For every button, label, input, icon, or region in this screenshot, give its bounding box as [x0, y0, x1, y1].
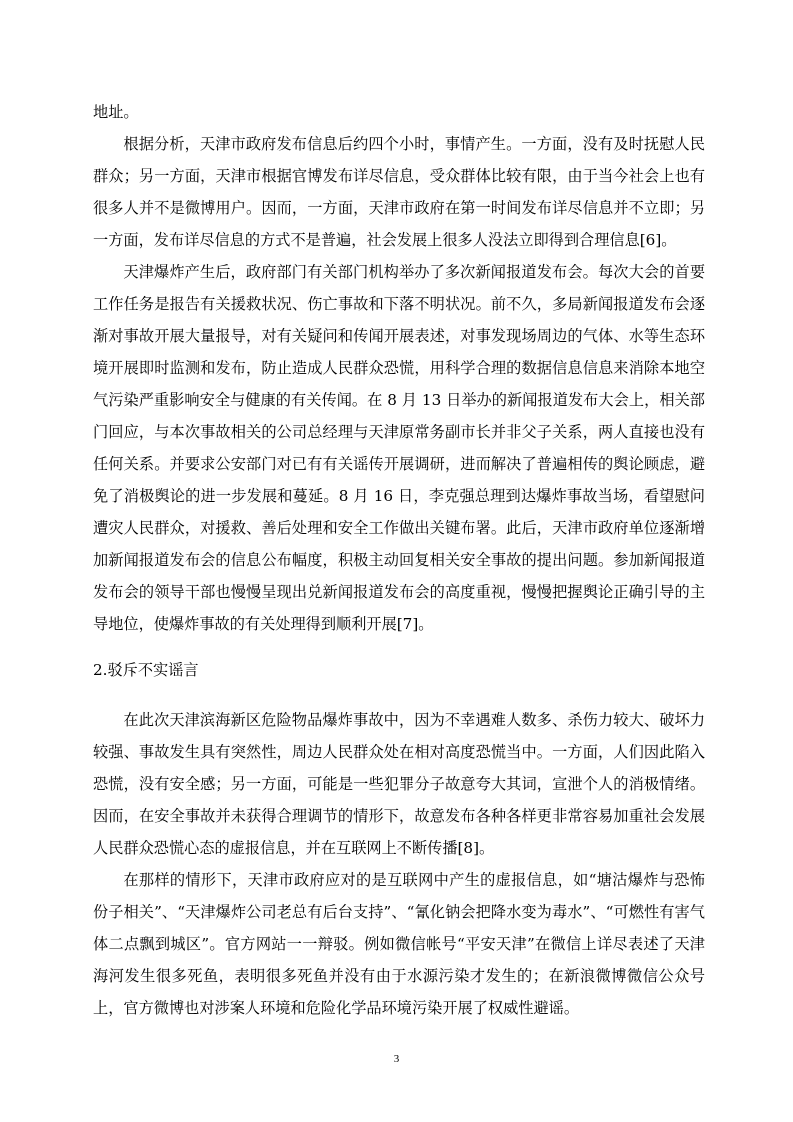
section-heading: 2.驳斥不实谣言	[93, 661, 199, 679]
paragraph-continuation: 地址。	[93, 103, 139, 121]
paragraph: 在那样的情形下，天津市政府应对的是互联网中产生的虚报信息，如“塘沽爆炸与恐怖份子相关”、“天津爆炸公司老总有后台支持”、“氰化钠会把降水变为毒水”、“可燃性有害气体二点飘到城区”。官方网站一一辩驳。例如微信帐号“平安天津”在微信上详尽表述了天津海河发生很多死鱼，表明很多死鱼并没有由于水源污染才发生的；在新浪微博微信公众号上，官方微博也对涉案人环境和危险化学品环境污染开展了权威性避谣。	[93, 871, 705, 1017]
paragraph: 在此次天津滨海新区危险物品爆炸事故中，因为不幸遇难人数多、杀伤力较大、破坏力较强、事故发生具有突然性，周边人民群众处在相对高度恐慌当中。一方面，人们因此陷入恐慌，没有安全感；另一方面，可能是一些犯罪分子故意夸大其词，宣泄个人的消极情绪。因而，在安全事故并未获得合理调节的情形下，故意发布各种各样更非常容易加重社会发展人民群众恐慌心态的虚报信息，并在互联网上不断传播[8]。	[93, 711, 705, 857]
page-number: 3	[393, 1053, 400, 1065]
paragraph: 根据分析，天津市政府发布信息后约四个小时，事情产生。一方面，没有及时抚慰人民群众；另一方面，天津市根据官博发布详尽信息，受众群体比较有限，由于当今社会上也有很多人并不是微博用户。因而，一方面，天津市政府在第一时间发布详尽信息并不立即；另一方面，发布详尽信息的方式不是普遍，社会发展上很多人没法立即得到合理信息[6]。	[93, 135, 705, 249]
paragraph: 天津爆炸产生后，政府部门有关部门机构举办了多次新闻报道发布会。每次大会的首要工作任务是报告有关援救状况、伤亡事故和下落不明状况。前不久，多局新闻报道发布会逐渐对事故开展大量报导，对有关疑问和传闻开展表述，对事发现场周边的气体、水等生态环境开展即时监测和发布，防止造成人民群众恐慌，用科学合理的数据信息信息来消除本地空气污染严重影响安全与健康的有关传闻。在 8 月 13 日举办的新闻报道发布大会上，相关部门回应，与本次事故相关的公司总经理与天津原常务副市长并非父子关系，两人直接也没有任何关系。并要求公安部门对已有有关谣传开展调研，进而解决了普遍相传的舆论顾虑，避免了消极舆论的进一步发展和蔓延。8 月 16 日，李克强总理到达爆炸事故当场，看望慰问遭灾人民群众，对援救、善后处理和安全工作做出关键布署。此后，天津市政府单位逐渐增加新闻报道发布会的信息公布幅度，积极主动回复相关安全事故的提出问题。参加新闻报道发布会的领导干部也慢慢呈现出兑新闻报道发布会的高度重视，慢慢把握舆论正确引导的主导地位，使爆炸事故的有关处理得到顺利开展[7]。	[93, 263, 705, 633]
document-body	[93, 96, 705, 1024]
